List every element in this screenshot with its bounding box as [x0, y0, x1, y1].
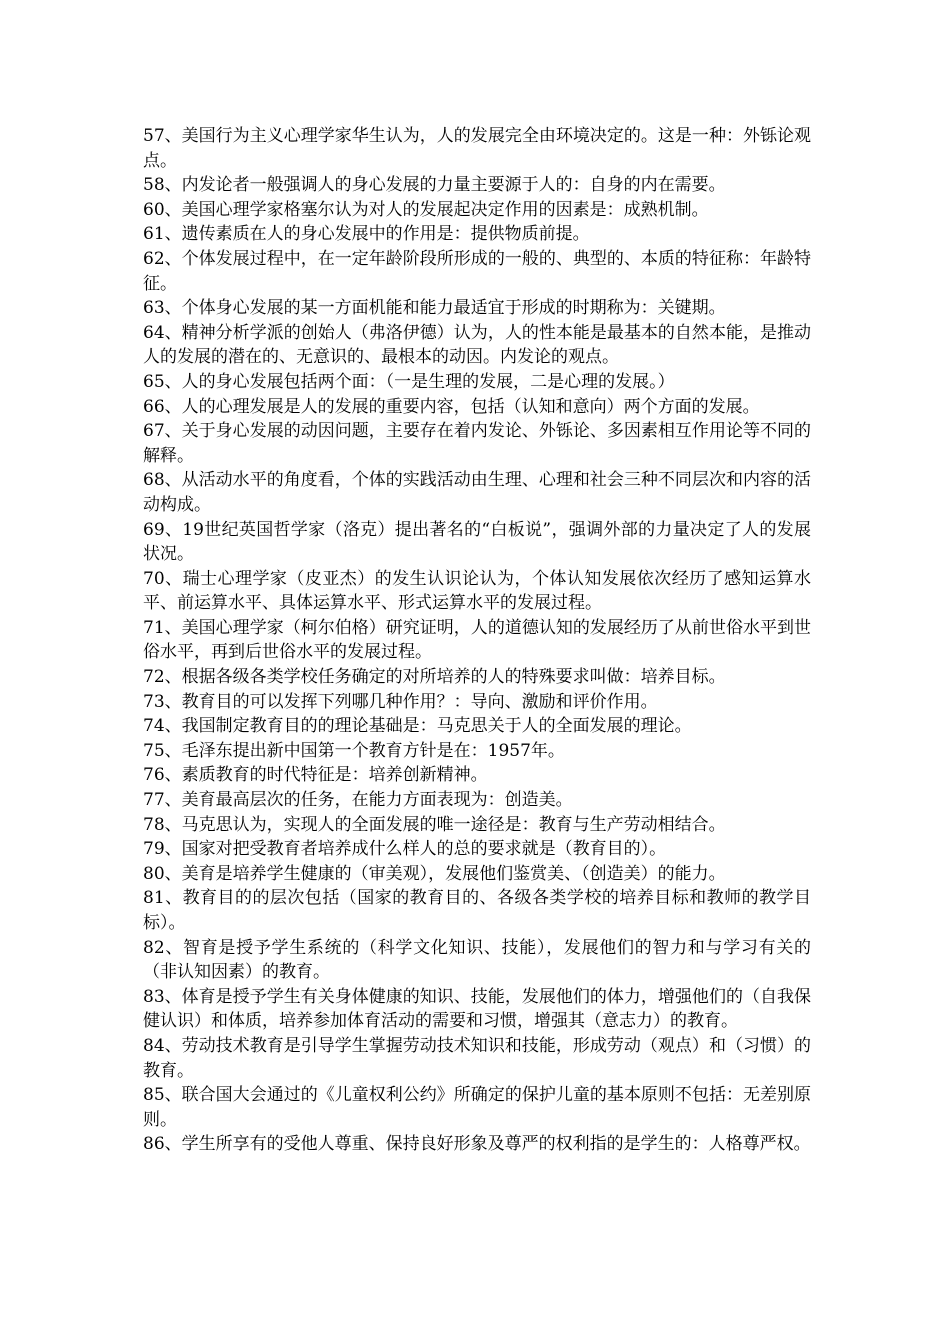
document-body — [143, 124, 811, 1157]
question-item-69: 69、19世纪英国哲学家（洛克）提出著名的“白板说”，强调外部的力量决定了人的发展状况。 — [143, 519, 811, 565]
question-item-64: 64、精神分析学派的创始人（弗洛伊德）认为，人的性本能是最基本的自然本能，是推动人的发展的潜在的、无意识的、最根本的动因。内发论的观点。 — [143, 322, 811, 368]
question-item-78: 78、马克思认为，实现人的全面发展的唯一途径是：教育与生产劳动相结合。 — [143, 814, 726, 835]
question-item-67: 67、关于身心发展的动因问题，主要存在着内发论、外铄论、多因素相互作用论等不同的解释。 — [143, 421, 811, 466]
question-item-58: 58、内发论者一般强调人的身心发展的力量主要源于人的：自身的内在需要。 — [143, 175, 726, 196]
question-item-72: 72、根据各级各类学校任务确定的对所培养的人的特殊要求叫做：培养目标。 — [143, 667, 726, 688]
question-item-60: 60、美国心理学家格塞尔认为对人的发展起决定作用的因素是：成熟机制。 — [143, 199, 709, 220]
question-item-85: 85、联合国大会通过的《儿童权利公约》所确定的保护儿童的基本原则不包括：无差别原则。 — [143, 1085, 811, 1130]
question-item-61: 61、遗传素质在人的身心发展中的作用是：提供物质前提。 — [143, 224, 590, 245]
question-item-74: 74、我国制定教育目的的理论基础是：马克思关于人的全面发展的理论。 — [143, 716, 692, 737]
question-item-57: 57、美国行为主义心理学家华生认为，人的发展完全由环境决定的。这是一种：外铄论观点。 — [143, 126, 811, 171]
question-item-68: 68、从活动水平的角度看，个体的实践活动由生理、心理和社会三种不同层次和内容的活动构成。 — [143, 470, 811, 515]
question-item-75: 75、毛泽东提出新中国第一个教育方针是在：1957年。 — [143, 740, 565, 761]
question-item-83: 83、体育是授予学生有关身体健康的知识、技能，发展他们的体力，增强他们的（自我保健认识）和体质，培养参加体育活动的需要和习惯，增强其（意志力）的教育。 — [143, 986, 811, 1032]
question-item-71: 71、美国心理学家（柯尔伯格）研究证明，人的道德认知的发展经历了从前世俗水平到世俗水平，再到后世俗水平的发展过程。 — [143, 617, 811, 663]
question-item-62: 62、个体发展过程中，在一定年龄阶段所形成的一般的、典型的、本质的特征称：年龄特征。 — [143, 248, 811, 294]
question-item-70: 70、瑞士心理学家（皮亚杰）的发生认识论认为，个体认知发展依次经历了感知运算水平、前运算水平、具体运算水平、形式运算水平的发展过程。 — [143, 568, 811, 614]
question-item-86: 86、学生所享有的受他人尊重、保持良好形象及尊严的权利指的是学生的：人格尊严权。 — [143, 1134, 811, 1155]
question-item-73: 73、教育目的可以发挥下列哪几种作用？：导向、激励和评价作用。 — [143, 691, 658, 712]
question-item-81: 81、教育目的的层次包括（国家的教育目的、各级各类学校的培养目标和教师的教学目标）。 — [143, 888, 811, 933]
question-item-84: 84、劳动技术教育是引导学生掌握劳动技术知识和技能，形成劳动（观点）和（习惯）的教育。 — [143, 1035, 811, 1081]
question-item-80: 80、美育是培养学生健康的（审美观），发展他们鉴赏美、（创造美）的能力。 — [143, 863, 726, 884]
question-item-79: 79、国家对把受教育者培养成什么样人的总的要求就是（教育目的）。 — [143, 839, 667, 860]
question-item-77: 77、美育最高层次的任务，在能力方面表现为：创造美。 — [143, 790, 573, 811]
question-item-66: 66、人的心理发展是人的发展的重要内容，包括（认知和意向）两个方面的发展。 — [143, 396, 760, 417]
question-item-76: 76、素质教育的时代特征是：培养创新精神。 — [143, 765, 488, 786]
question-item-65: 65、人的身心发展包括两个面：（一是生理的发展，二是心理的发展。） — [143, 371, 675, 392]
question-item-63: 63、个体身心发展的某一方面机能和能力最适宜于形成的时期称为：关键期。 — [143, 298, 726, 319]
question-item-82: 82、智育是授予学生系统的（科学文化知识、技能），发展他们的智力和与学习有关的（非认知因素）的教育。 — [143, 937, 811, 983]
